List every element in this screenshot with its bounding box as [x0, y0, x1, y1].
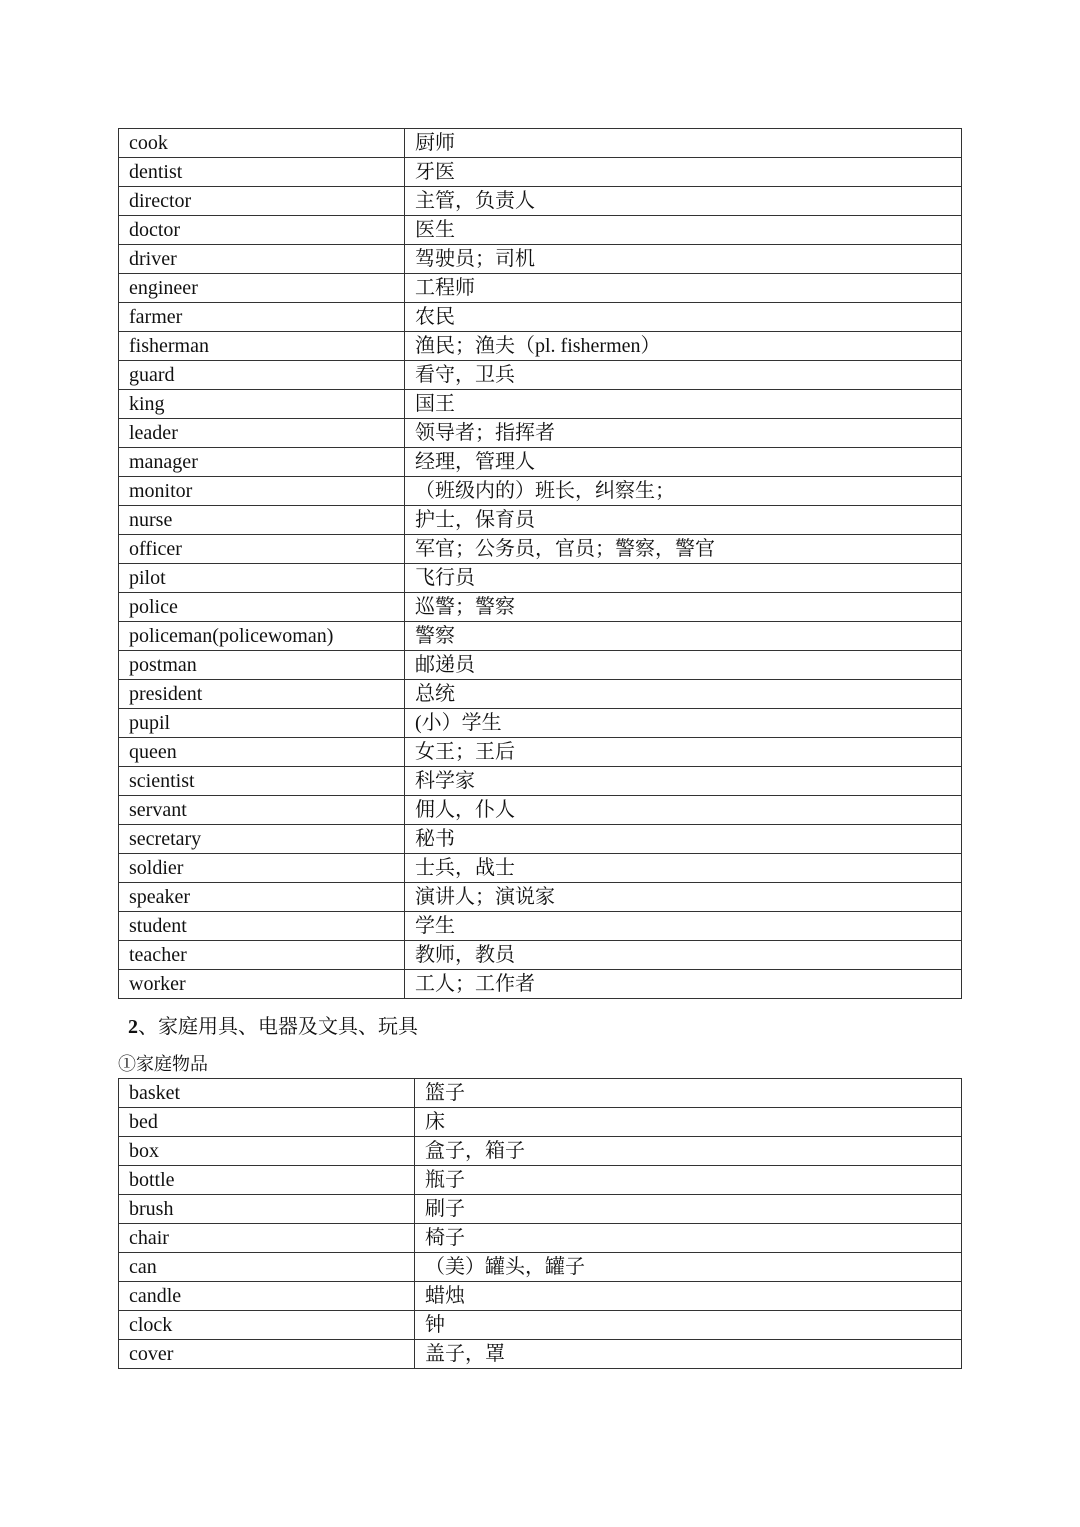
table-row: [119, 854, 962, 883]
subsection-household-items-heading: ①家庭物品: [118, 1054, 208, 1074]
table-row: [119, 1195, 962, 1224]
english-word: clock: [119, 1311, 415, 1340]
english-word: secretary: [119, 825, 405, 854]
english-word: brush: [119, 1195, 415, 1224]
chinese-meaning: 工程师: [405, 274, 962, 303]
chinese-meaning: 钟: [415, 1311, 962, 1340]
english-word: postman: [119, 651, 405, 680]
english-word: box: [119, 1137, 415, 1166]
chinese-meaning: 士兵，战士: [405, 854, 962, 883]
chinese-meaning: 瓶子: [415, 1166, 962, 1195]
chinese-meaning: 牙医: [405, 158, 962, 187]
table-row: [119, 709, 962, 738]
table-row: [119, 941, 962, 970]
english-word: can: [119, 1253, 415, 1282]
table-row: [119, 825, 962, 854]
table-row: [119, 593, 962, 622]
table-row: [119, 419, 962, 448]
chinese-meaning: 学生: [405, 912, 962, 941]
table-row: [119, 216, 962, 245]
chinese-meaning: 看守，卫兵: [405, 361, 962, 390]
chinese-meaning: 总统: [405, 680, 962, 709]
english-word: nurse: [119, 506, 405, 535]
chinese-meaning: 邮递员: [405, 651, 962, 680]
english-word: driver: [119, 245, 405, 274]
household-vocab-table: [118, 1078, 962, 1369]
chinese-meaning: 护士，保育员: [405, 506, 962, 535]
english-word: cook: [119, 129, 405, 158]
english-word: student: [119, 912, 405, 941]
table-row: [119, 970, 962, 999]
table-row: [119, 1166, 962, 1195]
table-row: [119, 883, 962, 912]
english-word: police: [119, 593, 405, 622]
table-row: [119, 361, 962, 390]
chinese-meaning: 经理，管理人: [405, 448, 962, 477]
chinese-meaning: 床: [415, 1108, 962, 1137]
table-row: [119, 1340, 962, 1369]
chinese-meaning: 飞行员: [405, 564, 962, 593]
english-word: candle: [119, 1282, 415, 1311]
english-word: dentist: [119, 158, 405, 187]
chinese-meaning: 演讲人；演说家: [405, 883, 962, 912]
chinese-meaning: (小）学生: [405, 709, 962, 738]
table-row: [119, 1137, 962, 1166]
english-word: teacher: [119, 941, 405, 970]
chinese-meaning: 佣人，仆人: [405, 796, 962, 825]
table-row: [119, 129, 962, 158]
table-row: [119, 1224, 962, 1253]
chinese-meaning: 女王；王后: [405, 738, 962, 767]
chinese-meaning: 农民: [405, 303, 962, 332]
english-word: doctor: [119, 216, 405, 245]
table-row: [119, 448, 962, 477]
chinese-meaning: 蜡烛: [415, 1282, 962, 1311]
chinese-meaning: （美）罐头，罐子: [415, 1253, 962, 1282]
table-row: [119, 622, 962, 651]
table-row: [119, 680, 962, 709]
english-word: cover: [119, 1340, 415, 1369]
english-word: engineer: [119, 274, 405, 303]
english-word: manager: [119, 448, 405, 477]
table-row: [119, 245, 962, 274]
english-word: monitor: [119, 477, 405, 506]
table-row: [119, 651, 962, 680]
household-table-body: [119, 1079, 962, 1369]
english-word: bottle: [119, 1166, 415, 1195]
table-row: [119, 1108, 962, 1137]
occupations-table-body: [119, 129, 962, 999]
english-word: speaker: [119, 883, 405, 912]
chinese-meaning: 主管，负责人: [405, 187, 962, 216]
chinese-meaning: 厨师: [405, 129, 962, 158]
table-row: [119, 1079, 962, 1108]
table-row: [119, 1311, 962, 1340]
chinese-meaning: 渔民；渔夫（pl. fishermen）: [405, 332, 962, 361]
table-row: [119, 187, 962, 216]
english-word: worker: [119, 970, 405, 999]
section-2-title: 、家庭用具、电器及文具、玩具: [138, 1016, 418, 1038]
english-word: guard: [119, 361, 405, 390]
table-row: [119, 767, 962, 796]
english-word: farmer: [119, 303, 405, 332]
english-word: fisherman: [119, 332, 405, 361]
table-row: [119, 390, 962, 419]
chinese-meaning: 巡警；警察: [405, 593, 962, 622]
english-word: servant: [119, 796, 405, 825]
english-word: scientist: [119, 767, 405, 796]
english-word: director: [119, 187, 405, 216]
english-word: bed: [119, 1108, 415, 1137]
english-word: king: [119, 390, 405, 419]
chinese-meaning: 警察: [405, 622, 962, 651]
table-row: [119, 1282, 962, 1311]
table-row: [119, 738, 962, 767]
chinese-meaning: 椅子: [415, 1224, 962, 1253]
chinese-meaning: 教师，教员: [405, 941, 962, 970]
chinese-meaning: 刷子: [415, 1195, 962, 1224]
chinese-meaning: 军官；公务员，官员；警察，警官: [405, 535, 962, 564]
chinese-meaning: 领导者；指挥者: [405, 419, 962, 448]
chinese-meaning: 盖子，罩: [415, 1340, 962, 1369]
chinese-meaning: 秘书: [405, 825, 962, 854]
english-word: officer: [119, 535, 405, 564]
chinese-meaning: 篮子: [415, 1079, 962, 1108]
chinese-meaning: （班级内的）班长，纠察生；: [405, 477, 962, 506]
english-word: leader: [119, 419, 405, 448]
chinese-meaning: 国王: [405, 390, 962, 419]
chinese-meaning: 驾驶员；司机: [405, 245, 962, 274]
table-row: [119, 564, 962, 593]
table-row: [119, 796, 962, 825]
table-row: [119, 477, 962, 506]
english-word: chair: [119, 1224, 415, 1253]
table-row: [119, 506, 962, 535]
section-2-number: 2: [128, 1016, 138, 1038]
english-word: soldier: [119, 854, 405, 883]
section-2-heading: [128, 1012, 418, 1042]
table-row: [119, 274, 962, 303]
chinese-meaning: 工人；工作者: [405, 970, 962, 999]
english-word: president: [119, 680, 405, 709]
english-word: pilot: [119, 564, 405, 593]
english-word: basket: [119, 1079, 415, 1108]
occupations-vocab-table: [118, 128, 962, 999]
table-row: [119, 332, 962, 361]
table-row: [119, 912, 962, 941]
chinese-meaning: 科学家: [405, 767, 962, 796]
table-row: [119, 303, 962, 332]
chinese-meaning: 盒子，箱子: [415, 1137, 962, 1166]
table-row: [119, 158, 962, 187]
table-row: [119, 535, 962, 564]
chinese-meaning: 医生: [405, 216, 962, 245]
english-word: policeman(policewoman): [119, 622, 405, 651]
english-word: queen: [119, 738, 405, 767]
english-word: pupil: [119, 709, 405, 738]
table-row: [119, 1253, 962, 1282]
